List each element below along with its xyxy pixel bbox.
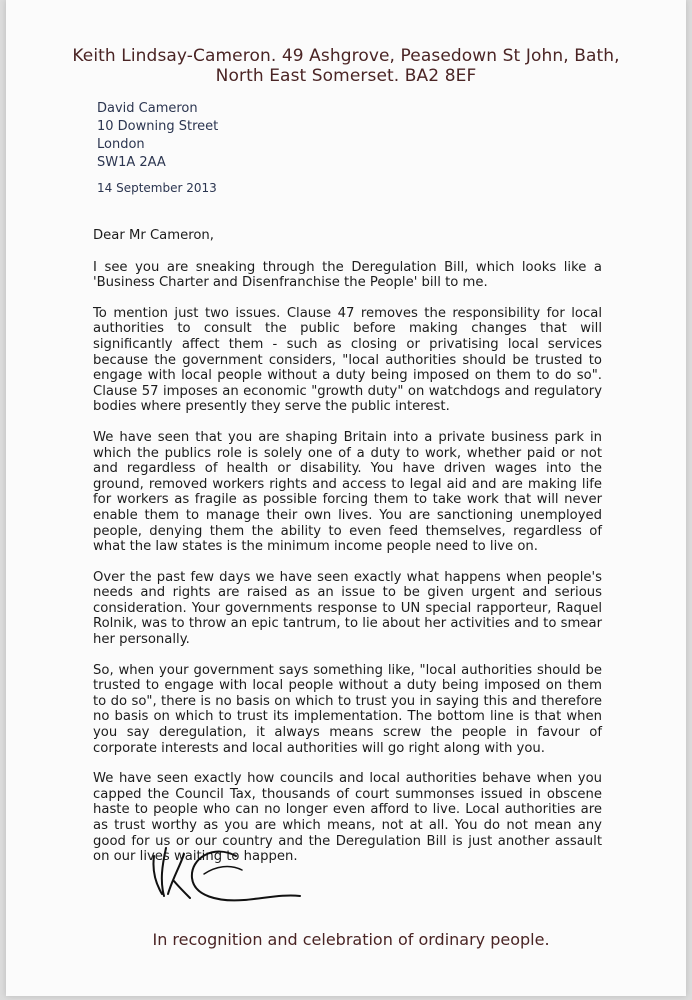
recipient-street: 10 Downing Street [97, 119, 219, 134]
sender-address-line-2: North East Somerset. BA2 8EF [215, 66, 477, 86]
letter-page [6, 0, 686, 996]
letter-date: 14 September 2013 [97, 181, 217, 195]
paragraph: We have seen exactly how councils and local authorities behave when you capped the Council Tax, thousands of court summonses issued in obscene haste to people who can no longer even afford to live. Local authorities are as trust worthy as you are which means, not at all. You do not mean any good for us or our country and the Deregulation Bill is just another assault on our lives waiting to happen. [93, 771, 602, 865]
paragraph: To mention just two issues. Clause 47 removes the responsibility for local authorities to consult the public before making changes that will significantly affect them - such as closing or privatising local services because the government considers, "local authorities should be trusted to engage with local people without a duty being imposed on them to do so". Clause 57 imposes an economic "growth duty" on watchdogs and regulatory bodies where presently they serve the public interest. [93, 305, 602, 415]
recipient-postcode: SW1A 2AA [97, 155, 166, 170]
recipient-address [97, 100, 218, 172]
recipient-name: David Cameron [97, 101, 198, 116]
sender-address [6, 46, 686, 86]
handwritten-signature [144, 836, 304, 916]
footer-tagline: In recognition and celebration of ordinary people. [152, 930, 550, 949]
recipient-city: London [97, 137, 145, 152]
paragraph: Over the past few days we have seen exactly what happens when people's needs and rights are raised as an issue to be given urgent and serious consideration. Your governments response to UN special rapporteur, Raquel Rolnik, was to throw an epic tantrum, to lie about her activities and to smear her personally. [93, 569, 602, 648]
salutation: Dear Mr Cameron, [93, 228, 214, 243]
paragraph: We have seen that you are shaping Britain into a private business park in which the publics role is solely one of a duty to work, whether paid or not and regardless of health or disability. You have driven wages into the ground, removed workers rights and access to legal aid and are making life for workers as fragile as possible forcing them to take work that will never enable them to manage their own lives. You are sanctioning unemployed people, denying them the ability to even feed themselves, regardless of what the law states is the minimum income people need to live on. [93, 429, 602, 555]
letter-body [93, 228, 602, 880]
paragraph: So, when your government says something like, "local authorities should be trusted to engage with local people without a duty being imposed on them to do so", there is no basis on which to trust you in saying this and therefore no basis on which to trust its implementation. The bottom line is that when you say deregulation, it always means screw the people in favour of corporate interests and local authorities will go right along with you. [93, 662, 602, 756]
sender-address-line-1: Keith Lindsay-Cameron. 49 Ashgrove, Peasedown St John, Bath, [72, 46, 620, 66]
paragraph: I see you are sneaking through the Deregulation Bill, which looks like a 'Business Charter and Disenfranchise the People' bill to me. [93, 259, 602, 291]
